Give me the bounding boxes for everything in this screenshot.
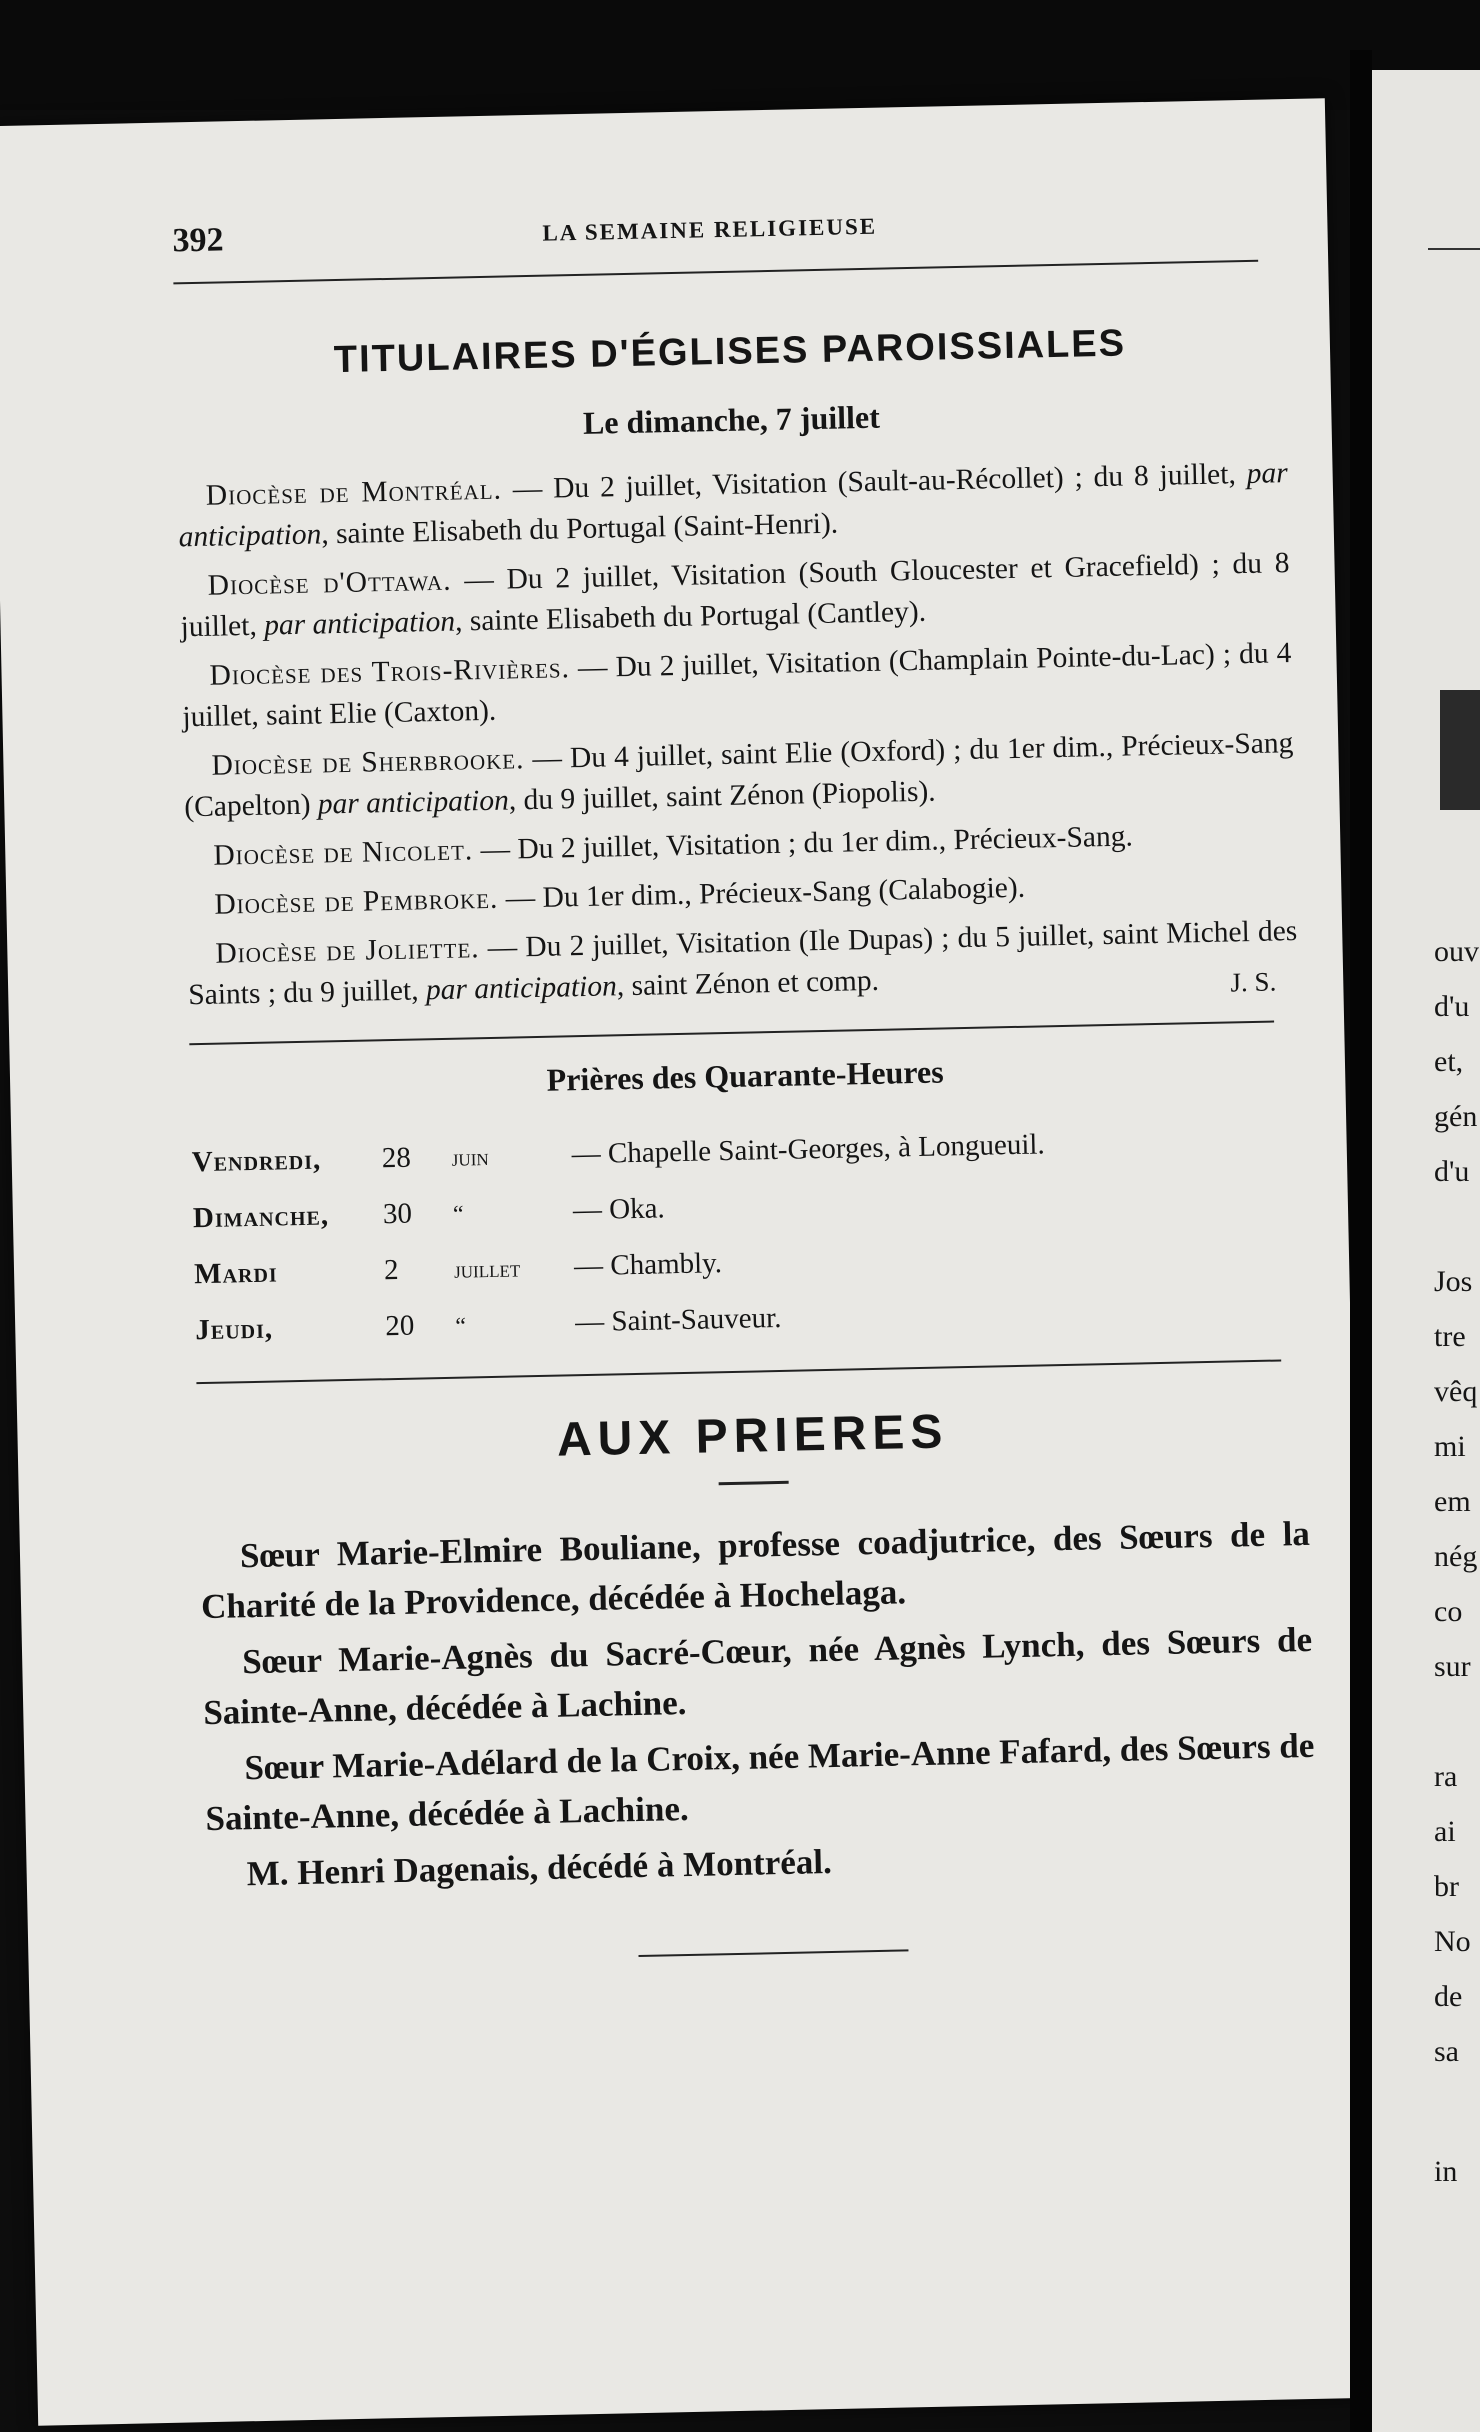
scan-border-top	[0, 0, 1480, 110]
diocese-entry	[177, 453, 1288, 558]
title-ornament-rule	[719, 1481, 789, 1485]
adjacent-fragment: sa	[1434, 2035, 1459, 2068]
prayer-month: juin	[451, 1145, 489, 1172]
adjacent-page-initial	[1440, 690, 1480, 810]
adjacent-fragment: d'u	[1434, 1155, 1470, 1188]
prayer-place: — Oka.	[572, 1192, 666, 1227]
adjacent-fragment: ra	[1434, 1760, 1458, 1793]
adjacent-fragment: gén	[1434, 1100, 1478, 1133]
adjacent-fragment: mi	[1434, 1430, 1466, 1463]
prayers-schedule	[191, 1123, 1305, 1370]
section-date: Le dimanche, 7 juillet	[582, 398, 881, 441]
adjacent-fragment: sur	[1434, 1650, 1471, 1683]
obituary-list	[200, 1509, 1317, 1900]
journal-title: LA SEMAINE RELIGIEUSE	[542, 213, 878, 246]
prayer-place: — Chambly.	[573, 1247, 723, 1283]
entry-rest: , sainte Elisabeth du Portugal (Saint-Henri).	[320, 507, 839, 551]
entry-italic: par anticipation	[425, 970, 618, 1007]
entry-text: — Du 4 juillet, saint Elie (Oxford) ; du 1er dim., Précieux-Sang (Capelton)	[184, 727, 1294, 824]
prayer-month: juillet	[453, 1256, 521, 1284]
prayer-day: Dimanche,	[192, 1199, 330, 1235]
section-title: TITULAIRES D'ÉGLISES PAROISSIALES	[333, 322, 1127, 382]
diocese-name: Diocèse d'Ottawa.	[207, 564, 452, 602]
page-number: 392	[172, 221, 224, 260]
prayer-date: 2	[383, 1253, 399, 1287]
diocese-entry	[179, 543, 1290, 648]
diocese-name: Diocèse de Pembroke.	[214, 882, 499, 921]
signature: J. S.	[1230, 966, 1277, 998]
adjacent-fragment: et,	[1434, 1045, 1464, 1078]
adjacent-page-edge	[1372, 70, 1480, 2432]
entry-text: — Du 2 juillet, Visitation (Sault-au-Récollet) ; du 8 juillet,	[501, 457, 1247, 506]
adjacent-fragment: em	[1434, 1485, 1471, 1518]
aux-prieres-title: AUX PRIERES	[556, 1405, 949, 1467]
prayer-day: Vendredi,	[191, 1143, 322, 1179]
document-page	[0, 98, 1373, 2425]
entry-text: — Du 2 juillet, Visitation (Champlain Pointe-du-Lac) ; du 4 juillet, saint Elie (Caxton).	[182, 637, 1292, 734]
adjacent-fragment: co	[1434, 1595, 1463, 1628]
adjacent-fragment: de	[1434, 1980, 1463, 2013]
prayer-month: “	[452, 1201, 464, 1228]
adjacent-fragment: d'u	[1434, 990, 1470, 1023]
prayer-place: — Saint-Sauveur.	[574, 1301, 782, 1339]
diocese-name: Diocèse de Sherbrooke.	[211, 743, 525, 782]
diocese-name: Diocèse de Nicolet.	[213, 834, 474, 872]
adjacent-fragment: in	[1434, 2155, 1458, 2188]
entry-italic: par anticipation	[263, 605, 456, 642]
adjacent-page-rule	[1428, 248, 1480, 250]
prayers-title: Prières des Quarante-Heures	[546, 1053, 944, 1098]
entry-text: — Du 2 juillet, Visitation (Ile Dupas) ; du 5 juillet, saint Michel des Saints ; du 9 juillet,	[187, 915, 1298, 1012]
diocese-name: Diocèse des Trois-Rivières.	[209, 652, 571, 692]
running-head	[172, 199, 1283, 282]
adjacent-fragment: ouv	[1434, 935, 1479, 968]
adjacent-fragment: vêq	[1434, 1375, 1478, 1408]
entry-italic: par anticipation	[317, 784, 510, 821]
diocese-entries	[177, 453, 1298, 1025]
entry-rest: , sainte Elisabeth du Portugal (Cantley).	[454, 595, 927, 638]
adjacent-fragment: br	[1434, 1870, 1459, 1903]
prayer-date: 30	[382, 1197, 413, 1231]
prayer-place: — Chapelle Saint-Georges, à Longueuil.	[571, 1128, 1045, 1171]
prayer-date: 20	[384, 1309, 415, 1343]
entry-text: — Du 1er dim., Précieux-Sang (Calabogie).	[498, 871, 1026, 915]
prayer-day: Jeudi,	[194, 1312, 274, 1347]
adjacent-fragment: nég	[1434, 1540, 1478, 1573]
prayer-date: 28	[381, 1141, 412, 1175]
diocese-name: Diocèse de Joliette.	[215, 932, 480, 970]
obituary-item: Sœur Marie-Elmire Bouliane, professe coadjutrice, des Sœurs de la Charité de la Providence, décédée à Hochelaga.	[200, 1513, 1311, 1627]
prayer-month: “	[455, 1313, 467, 1340]
entry-rest: , du 9 juillet, saint Zénon (Piopolis).	[508, 775, 936, 817]
entry-text: — Du 2 juillet, Visitation (South Gloucester et Gracefield) ; du 8 juillet,	[180, 547, 1290, 644]
diocese-entry	[183, 723, 1294, 828]
adjacent-fragment: Jos	[1434, 1265, 1473, 1298]
diocese-name: Diocèse de Montréal.	[205, 473, 503, 512]
adjacent-fragment: ai	[1434, 1815, 1456, 1848]
page-gutter	[1350, 50, 1372, 2432]
diocese-entry	[181, 633, 1292, 738]
entry-rest: , saint Zénon et comp.	[616, 964, 880, 1003]
obituary-item: Sœur Marie-Agnès du Sacré-Cœur, née Agnès Lynch, des Sœurs de Sainte-Anne, décédée à Lachine.	[202, 1619, 1313, 1733]
page-content	[172, 199, 1318, 1966]
end-rule	[639, 1949, 909, 1957]
adjacent-fragment: No	[1434, 1925, 1471, 1958]
section-rule	[189, 1021, 1274, 1046]
adjacent-fragment: tre	[1434, 1320, 1466, 1353]
obituary-item: M. Henri Dagenais, décédé à Montréal.	[246, 1841, 833, 1894]
prayer-day: Mardi	[193, 1256, 278, 1291]
entry-italic: par anticipation	[178, 457, 1288, 554]
obituary-item: Sœur Marie-Adélard de la Croix, née Marie-Anne Fafard, des Sœurs de Sainte-Anne, décédée à Lachine.	[205, 1725, 1315, 1839]
entry-text: — Du 2 juillet, Visitation ; du 1er dim., Précieux-Sang.	[472, 820, 1134, 867]
